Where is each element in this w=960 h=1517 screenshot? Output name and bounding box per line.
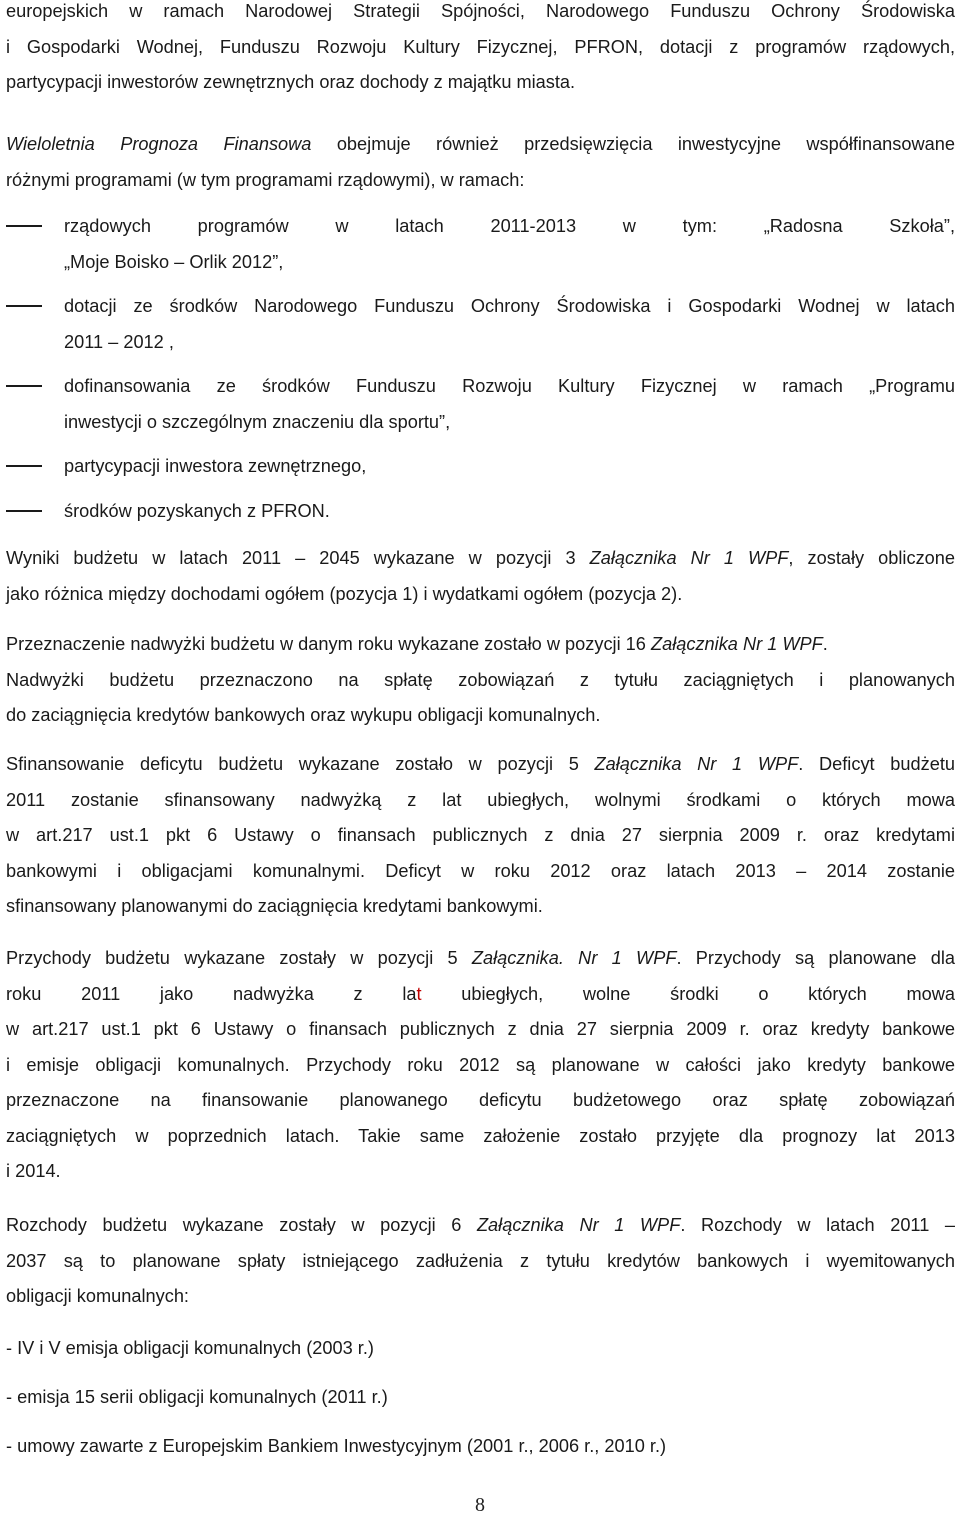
text-line: przeznaczone na finansowanie planowanego deficytu budżetowego oraz spłatę zobowiązań <box>6 1090 955 1110</box>
paragraph-expenditures <box>6 1208 955 1315</box>
text-line: Sfinansowanie deficytu budżetu wykazane zostało w pozycji 5 Załącznika Nr 1 WPF. Deficyt budżetu <box>6 754 955 774</box>
paragraph-wpf-intro <box>6 127 955 198</box>
text-line: bankowymi i obligacjami komunalnymi. Deficyt w roku 2012 oraz latach 2013 – 2014 zostanie <box>6 860 955 881</box>
list-item <box>6 493 955 529</box>
text-line: obligacji komunalnych: <box>6 1286 189 1306</box>
text-line: 2011 zostanie sfinansowany nadwyżką z lat ubiegłych, wolnymi środkami o których mowa <box>6 789 955 810</box>
paragraph-surplus <box>6 627 955 734</box>
text-line: różnymi programami (w tym programami rządowymi), w ramach: <box>6 169 525 190</box>
text-line: 2011 – 2012 , <box>64 332 174 352</box>
text-line: dotacji ze środków Narodowego Funduszu Ochrony Środowiska i Gospodarki Wodnej w latach <box>64 296 955 316</box>
text-line: środków pozyskanych z PFRON. <box>64 501 330 521</box>
italic-reference: Załącznika Nr 1 WPF <box>476 1215 681 1235</box>
text-line: Wyniki budżetu w latach 2011 – 2045 wykazane w pozycji 3 Załącznika Nr 1 WPF, zostały obliczone <box>6 548 956 568</box>
text-line: rządowych programów w latach 2011-2013 w tym: „Radosna Szkoła”, <box>64 216 955 236</box>
text-line: Przeznaczenie nadwyżki budżetu w danym roku wykazane zostało w pozycji 16 Załącznika Nr 1 WPF. <box>6 634 828 654</box>
text-line: roku 2011 jako nadwyżka z lat ubiegłych, wolne środki o których mowa <box>6 983 955 1004</box>
text-line: Nadwyżki budżetu przeznaczono na spłatę zobowiązań z tytułu zaciągniętych i planowanych <box>6 669 955 690</box>
text-line: Rozchody budżetu wykazane zostały w pozycji 6 Załącznika Nr 1 WPF. Rozchody w latach 2011 – <box>6 1215 955 1235</box>
paragraph-budget-results <box>6 541 955 612</box>
text-line: inwestycji o szczególnym znaczeniu dla sportu”, <box>64 412 451 432</box>
text-line: „Moje Boisko – Orlik 2012”, <box>64 252 284 272</box>
text-line: Wieloletnia Prognoza Finansowa obejmuje również przedsięwzięcia inwestycyjne współfinansowane <box>6 134 955 154</box>
paragraph-funding-sources <box>6 0 955 101</box>
list-item <box>6 368 955 440</box>
text-line: partycypacji inwestora zewnętrznego, <box>64 456 367 476</box>
text-line: Przychody budżetu wykazane zostały w pozycji 5 Załącznika. Nr 1 WPF. Przychody są planowane dla <box>6 948 956 968</box>
page-number: 8 <box>475 1494 485 1516</box>
dash-bullet <box>6 225 42 227</box>
list-item <box>6 448 955 484</box>
bond-item: - umowy zawarte z Europejskim Bankiem Inwestycyjnym (2001 r., 2006 r., 2010 r.) <box>6 1436 667 1456</box>
dash-bullet <box>6 305 42 307</box>
italic-reference: Załącznika. Nr 1 WPF <box>471 948 677 968</box>
bond-item: - IV i V emisja obligacji komunalnych (2003 r.) <box>6 1338 374 1358</box>
text-line: w art.217 ust.1 pkt 6 Ustawy o finansach publicznych z dnia 27 sierpnia 2009 r. oraz kredytami <box>6 825 955 845</box>
italic-reference: Załącznika Nr 1 WPF <box>589 548 789 568</box>
text-line: jako różnica między dochodami ogółem (pozycja 1) i wydatkami ogółem (pozycja 2). <box>6 583 683 604</box>
text-line: sfinansowany planowanymi do zaciągnięcia kredytami bankowymi. <box>6 896 543 916</box>
text-line: do zaciągnięcia kredytów bankowych oraz wykupu obligacji komunalnych. <box>6 705 601 725</box>
italic-reference: Załącznika Nr 1 WPF <box>594 754 799 774</box>
dash-bullet <box>6 465 42 467</box>
dash-bullet <box>6 385 42 387</box>
text-line: europejskich w ramach Narodowej Strategii Spójności, Narodowego Funduszu Ochrony Środowiska <box>6 1 955 21</box>
list-item <box>6 288 955 360</box>
text-line: i emisje obligacji komunalnych. Przychody roku 2012 są planowane w całości jako kredyty bankowe <box>6 1054 955 1075</box>
paragraph-revenues <box>6 941 955 1190</box>
text-line: partycypacji inwestorów zewnętrznych oraz dochody z majątku miasta. <box>6 72 576 92</box>
list-item <box>6 208 955 280</box>
paragraph-deficit <box>6 747 955 925</box>
text-line: zaciągniętych w poprzednich latach. Takie same założenie zostało przyjęte dla prognozy lat 2013 <box>6 1125 955 1146</box>
bond-item: - emisja 15 serii obligacji komunalnych (2011 r.) <box>6 1387 388 1407</box>
italic-reference: Załącznika Nr 1 WPF <box>650 634 823 654</box>
highlighted-letter: t <box>416 983 422 1004</box>
text-line: 2037 są to planowane spłaty istniejącego zadłużenia z tytułu kredytów bankowych i wyemitowanych <box>6 1250 955 1271</box>
text-line: dofinansowania ze środków Funduszu Rozwoju Kultury Fizycznej w ramach „Programu <box>64 376 955 396</box>
italic-term: Wieloletnia Prognoza Finansowa <box>6 134 312 154</box>
dash-bullet <box>6 510 42 512</box>
text-line: i 2014. <box>6 1161 61 1181</box>
text-line: i Gospodarki Wodnej, Funduszu Rozwoju Kultury Fizycznej, PFRON, dotacji z programów rządowych, <box>6 36 955 57</box>
text-line: w art.217 ust.1 pkt 6 Ustawy o finansach publicznych z dnia 27 sierpnia 2009 r. oraz kredyty bankowe <box>6 1019 955 1039</box>
